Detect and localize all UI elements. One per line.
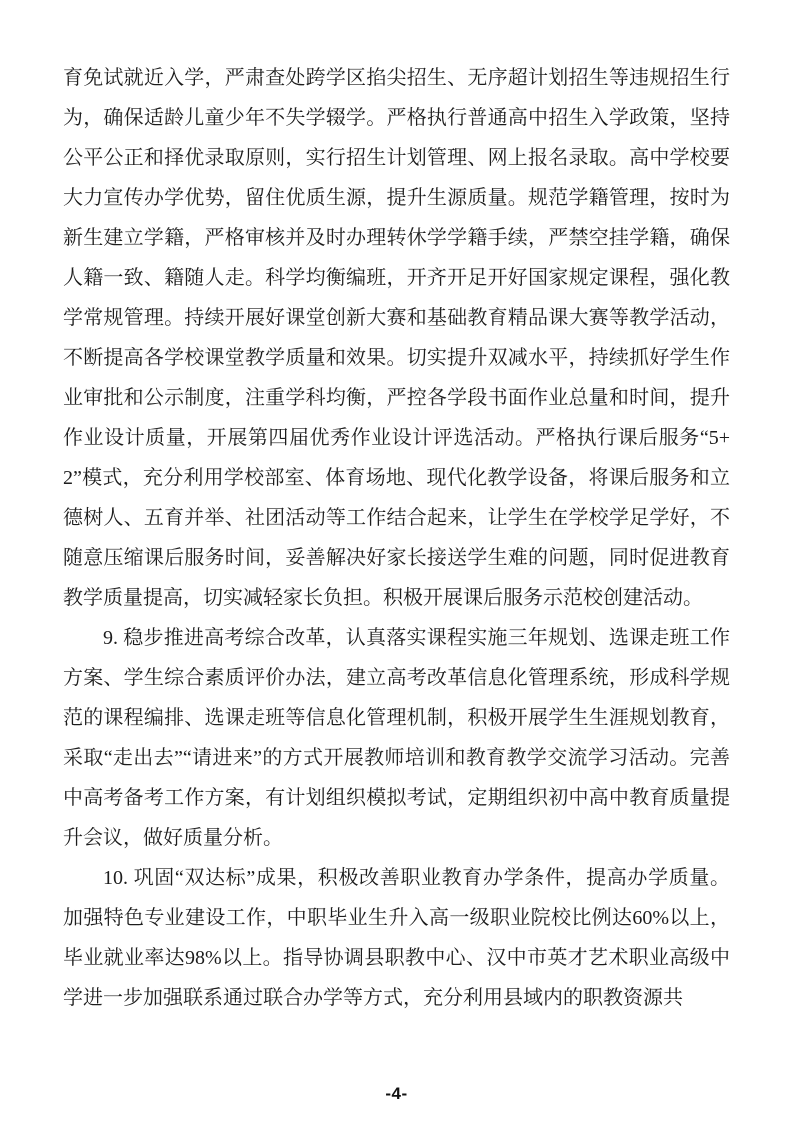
document-body xyxy=(63,58,730,1018)
page-number: -4- xyxy=(385,1084,408,1103)
body-paragraph-item-9: 9. 稳步推进高考综合改革，认真落实课程实施三年规划、选课走班工作方案、学生综合素质评价办法，建立高考改革信息化管理系统，形成科学规范的课程编排、选课走班等信息化管理机制，积极开展学生生涯规划教育，采取“走出去”“请进来”的方式开展教师培训和教育教学交流学习活动。完善中高考备考工作方案，有计划组织模拟考试，定期组织初中高中教育质量提升会议，做好质量分析。 xyxy=(63,627,730,849)
body-paragraph-item-10: 10. 巩固“双达标”成果，积极改善职业教育办学条件，提高办学质量。加强特色专业建设工作，中职毕业生升入高一级职业院校比例达60%以上，毕业就业率达98%以上。指导协调县职教中心、汉中市英才艺术职业高级中学进一步加强联系通过联合办学等方式，充分利用县域内的职教资源共 xyxy=(63,867,730,1009)
body-paragraph-continuation: 育免试就近入学，严肃查处跨学区掐尖招生、无序超计划招生等违规招生行为，确保适龄儿童少年不失学辍学。严格执行普通高中招生入学政策，坚持公平公正和择优录取原则，实行招生计划管理、网上报名录取。高中学校要大力宣传办学优势，留住优质生源，提升生源质量。规范学籍管理，按时为新生建立学籍，严格审核并及时办理转休学学籍手续，严禁空挂学籍，确保人籍一致、籍随人走。科学均衡编班，开齐开足开好国家规定课程，强化教学常规管理。持续开展好课堂创新大赛和基础教育精品课大赛等教学活动，不断提高各学校课堂教学质量和效果。切实提升双减水平，持续抓好学生作业审批和公示制度，注重学科均衡，严控各学段书面作业总量和时间，提升作业设计质量，开展第四届优秀作业设计评选活动。严格执行课后服务“5+2”模式，充分利用学校部室、体育场地、现代化教学设备，将课后服务和立德树人、五育并举、社团活动等工作结合起来，让学生在学校学足学好，不随意压缩课后服务时间，妥善解决好家长接送学生难的问题，同时促进教育教学质量提高，切实减轻家长负担。积极开展课后服务示范校创建活动。 xyxy=(63,67,730,609)
